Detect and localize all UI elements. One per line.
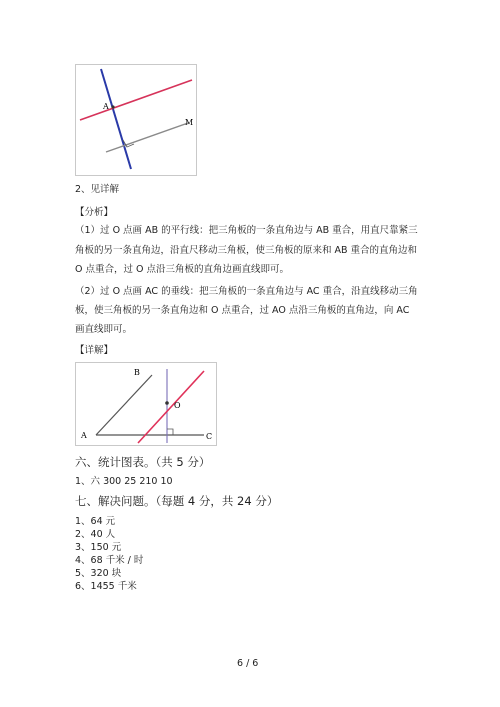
analysis-p1-line3: O 点重合，过 O 点沿三角板的直角边画直线即可。 (75, 264, 290, 275)
section7-title: 七、解决问题。（每题 4 分，共 24 分） (75, 494, 279, 508)
section7-answer-4: 4、68 千米 / 时 (75, 555, 144, 566)
point-a (111, 105, 114, 108)
page-number: 6 / 6 (237, 658, 259, 669)
label-o: O (174, 401, 181, 410)
label-b: B (134, 368, 140, 377)
figure1-svg (76, 65, 196, 175)
right-angle-mark-2 (167, 429, 173, 435)
figure2-svg (76, 363, 216, 445)
section7-answer-6: 6、1455 千米 (75, 581, 137, 592)
section7-answer-3: 3、150 元 (75, 542, 122, 553)
blue-line (101, 69, 131, 169)
point-o (165, 401, 169, 405)
figure-parallel-perpendicular (75, 64, 197, 176)
label-a: A (103, 102, 109, 111)
analysis-p2-line2: 板，使三角板的另一条直角边和 O 点重合，过 AO 点沿三角板的直角边，向 AC (75, 305, 410, 316)
label-a2: A (81, 431, 87, 440)
section7-answer-1: 1、64 元 (75, 516, 116, 527)
parallel-line (138, 371, 204, 443)
red-line (80, 80, 192, 120)
analysis-p1-line1: （1）过 O 点画 AB 的平行线：把三角板的一条直角边与 AB 重合，用直尺靠紧三 (75, 225, 418, 236)
section7-answer-5: 5、320 块 (75, 568, 122, 579)
section6-title: 六、统计图表。（共 5 分） (75, 455, 211, 469)
line-ab (96, 375, 152, 435)
analysis-p2-line3: 画直线即可。 (75, 324, 133, 335)
figure-detail (75, 362, 217, 446)
analysis-p1-line2: 角板的另一条直角边，沿直尺移动三角板，使三角板的原来和 AB 重合的直角边和 (75, 245, 418, 256)
label-c: C (206, 432, 213, 441)
answer-2: 2、见详解 (75, 184, 120, 195)
section6-answer: 1、六 300 25 210 10 (75, 476, 173, 487)
label-m: M (185, 118, 194, 127)
analysis-p2-line1: （2）过 O 点画 AC 的垂线：把三角板的一条直角边与 AC 重合，沿直线移动三角 (75, 286, 418, 297)
analysis-header: 【分析】 (75, 207, 114, 218)
section7-answer-2: 2、40 人 (75, 529, 116, 540)
detail-header: 【详解】 (75, 345, 114, 356)
